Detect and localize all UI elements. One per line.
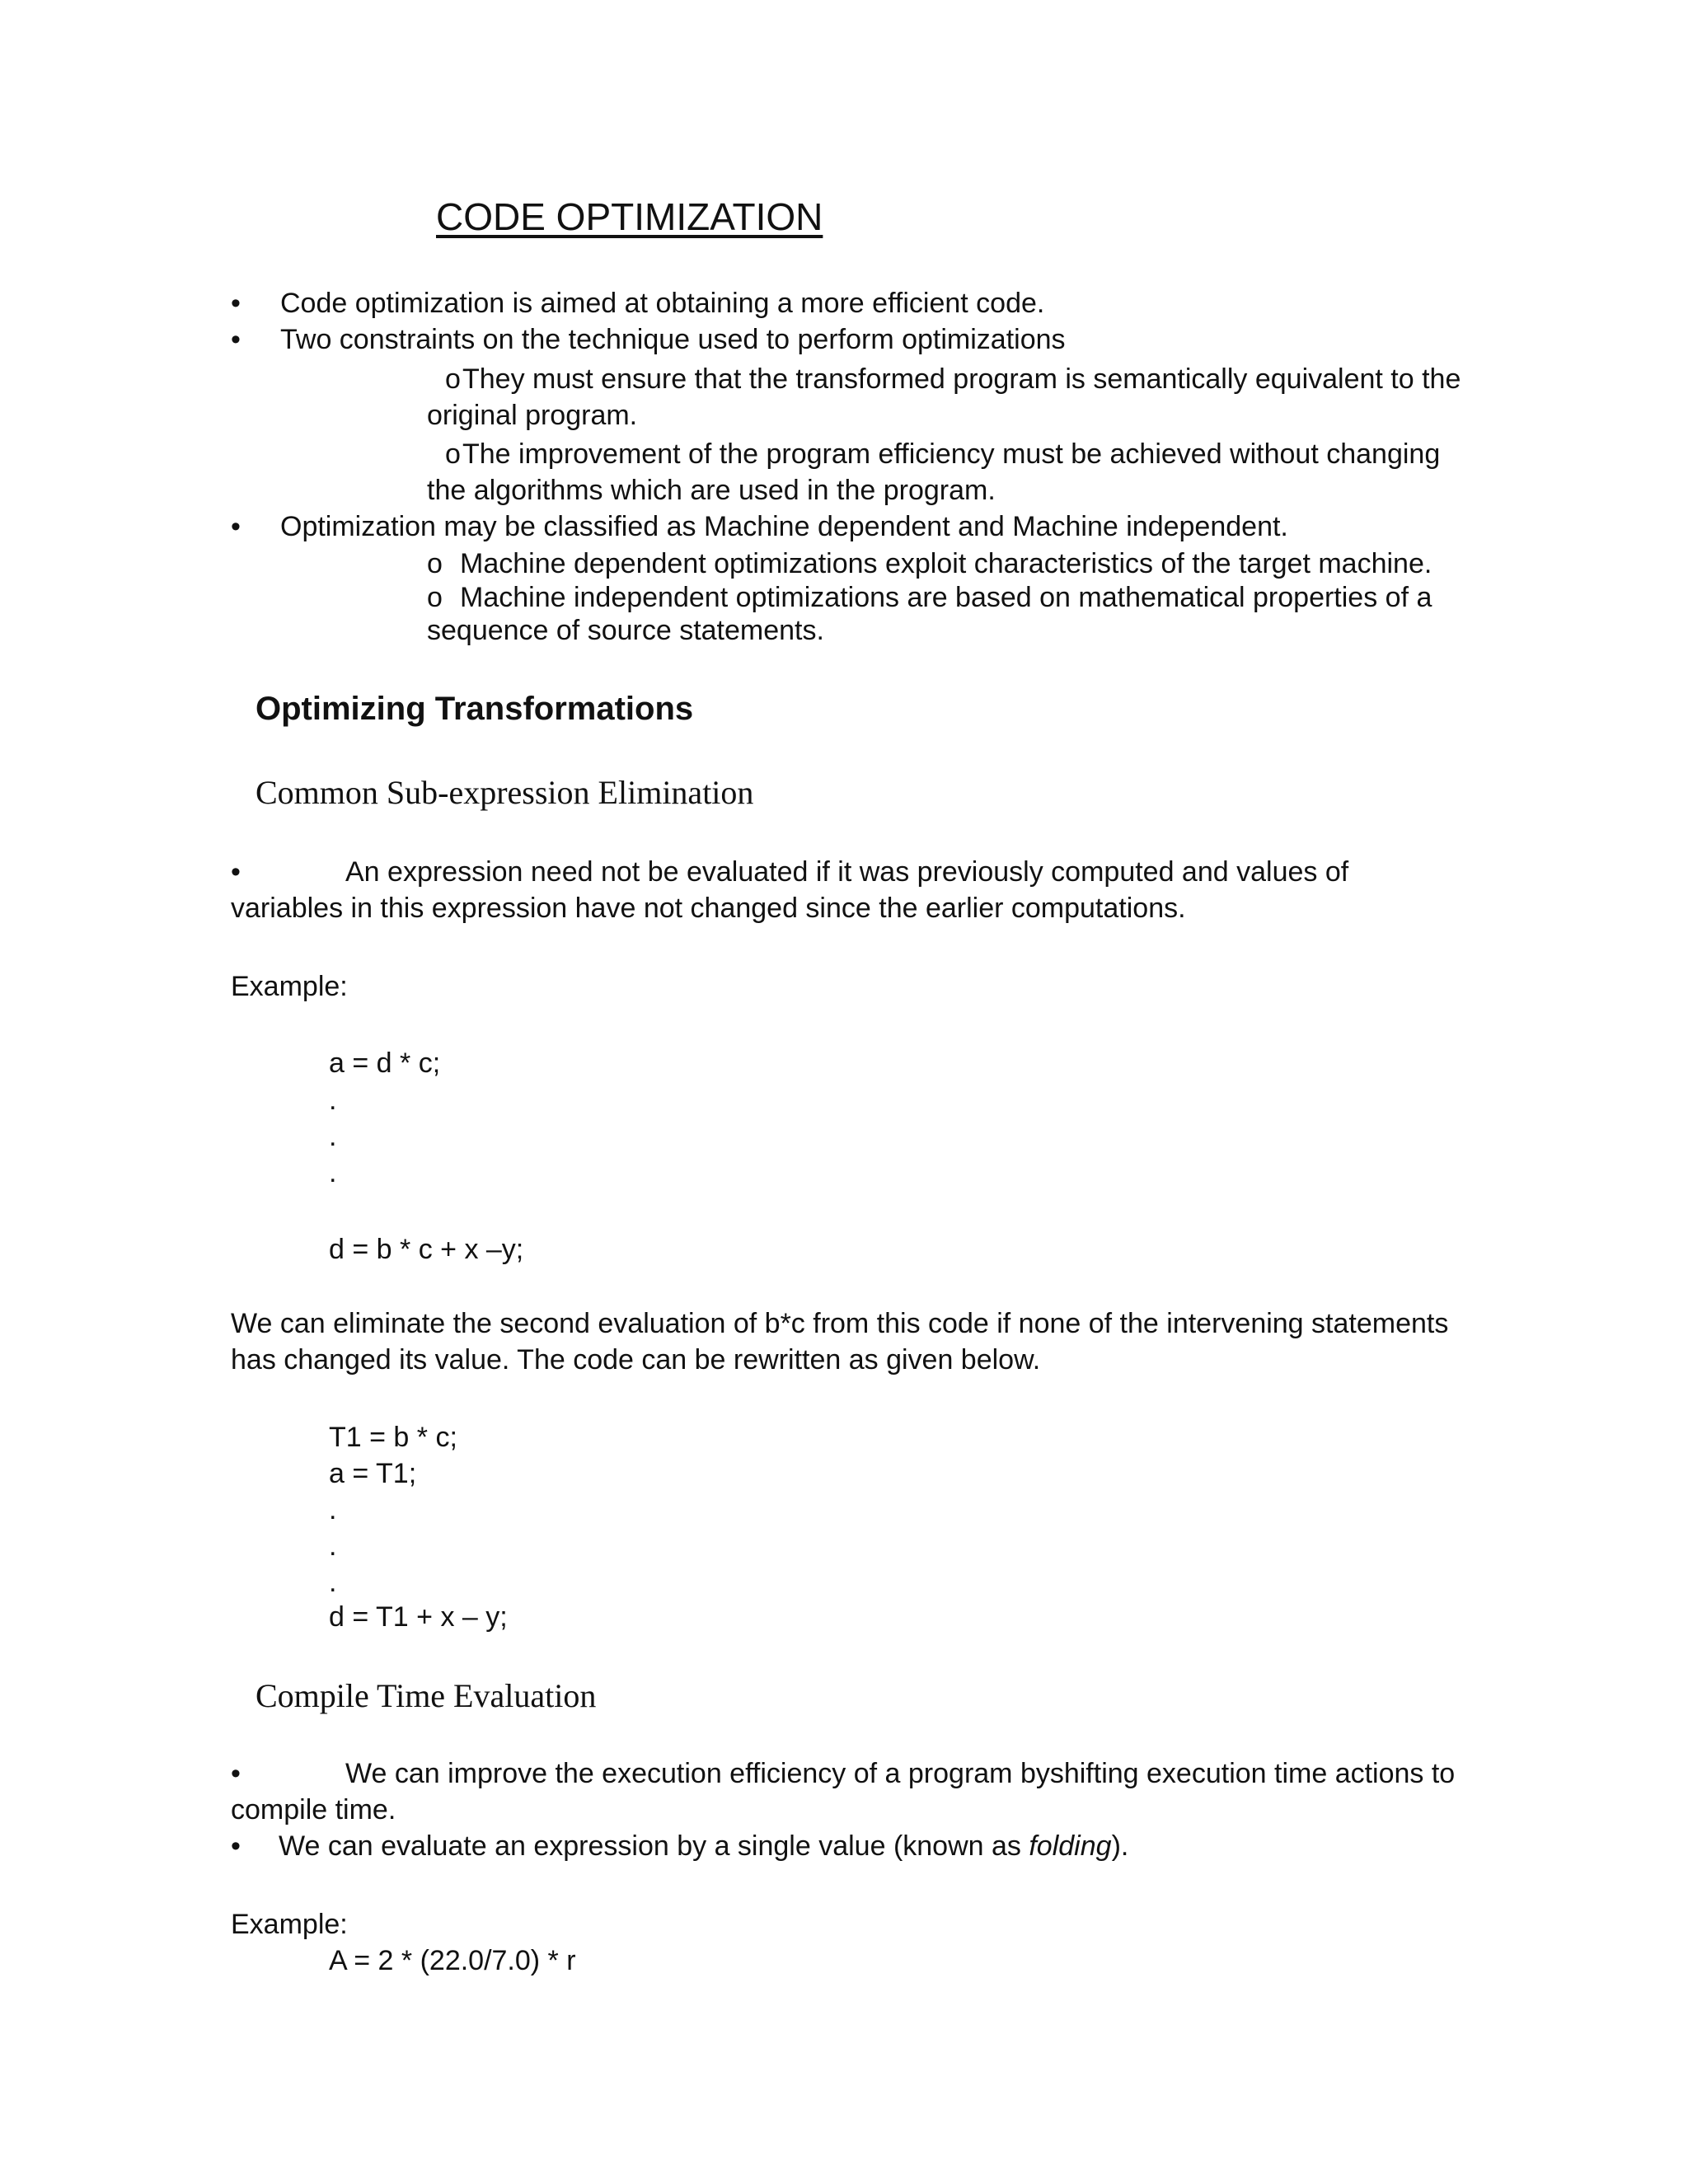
sub-bullet-2-line1: The improvement of the program efficiency must be achieved without changing [462,438,1441,470]
page-title: CODE OPTIMIZATION [436,195,823,238]
cse-para-line1: We can eliminate the second evaluation of b*c from this code if none of the intervening statements [231,1308,1449,1339]
code1-ellipsis-dot: . [329,1157,337,1188]
bullet-marker: • [231,511,241,542]
cte-heading: Compile Time Evaluation [256,1677,597,1714]
code1-line1: a = d * c; [329,1047,441,1079]
code2-line6: d = T1 + x – y; [329,1601,508,1633]
bullet-marker: • [231,288,241,319]
sub-bullet-marker: o [445,363,461,395]
code2-ellipsis-dot: . [329,1530,337,1562]
sub-bullet-marker: o [427,548,443,579]
sub-bullet-marker: o [427,582,443,613]
sub-bullet-2-line2: the algorithms which are used in the program. [427,475,996,506]
intro-bullet-3: Optimization may be classified as Machine dependent and Machine independent. [280,511,1288,542]
cse-bullet-line1: An expression need not be evaluated if it was previously computed and values of [345,856,1349,888]
code2-line1: T1 = b * c; [329,1422,457,1453]
sub-bullet-3: Machine dependent optimizations exploit characteristics of the target machine. [460,548,1432,579]
cse-para-line2: has changed its value. The code can be rewritten as given below. [231,1344,1041,1376]
cse-heading: Common Sub-expression Elimination [256,774,754,811]
cte-bullet-2 [279,1832,1128,1860]
sub-bullet-4-line1: Machine independent optimizations are based on mathematical properties of a [460,582,1432,613]
code1-ellipsis-dot: . [329,1121,337,1152]
section-heading: Optimizing Transformations [256,691,694,727]
sub-bullet-1-line1: They must ensure that the transformed program is semantically equivalent to the [462,363,1461,395]
cte-example-label: Example: [231,1909,348,1940]
cse-example-label: Example: [231,971,348,1002]
code1-line5: d = b * c + x –y; [329,1234,524,1265]
bullet-marker: • [231,1758,241,1789]
cse-bullet-line2: variables in this expression have not changed since the earlier computations. [231,893,1186,924]
sub-bullet-marker: o [445,438,461,470]
bullet-marker: • [231,324,241,355]
sub-bullet-1-line2: original program. [427,400,638,431]
cte-bullet-2-close: ). [1111,1830,1129,1862]
cte-bullet-2-text: We can evaluate an expression by a single value (known as [279,1830,1029,1862]
cte-bullet-1-line1: We can improve the execution efficiency of a program byshifting execution time actions to [345,1758,1456,1789]
code2-ellipsis-dot: . [329,1494,337,1526]
cte-bullet-1-line2: compile time. [231,1794,396,1825]
code1-ellipsis-dot: . [329,1085,337,1116]
intro-bullet-2: Two constraints on the technique used to perform optimizations [280,324,1066,355]
cte-code-line: A = 2 * (22.0/7.0) * r [329,1945,576,1976]
code2-ellipsis-dot: . [329,1567,337,1598]
intro-bullet-1: Code optimization is aimed at obtaining a more efficient code. [280,288,1045,319]
folding-term: folding [1029,1830,1112,1862]
code2-line2: a = T1; [329,1458,417,1489]
bullet-marker: • [231,1830,241,1862]
bullet-marker: • [231,856,241,888]
sub-bullet-4-line2: sequence of source statements. [427,615,824,646]
